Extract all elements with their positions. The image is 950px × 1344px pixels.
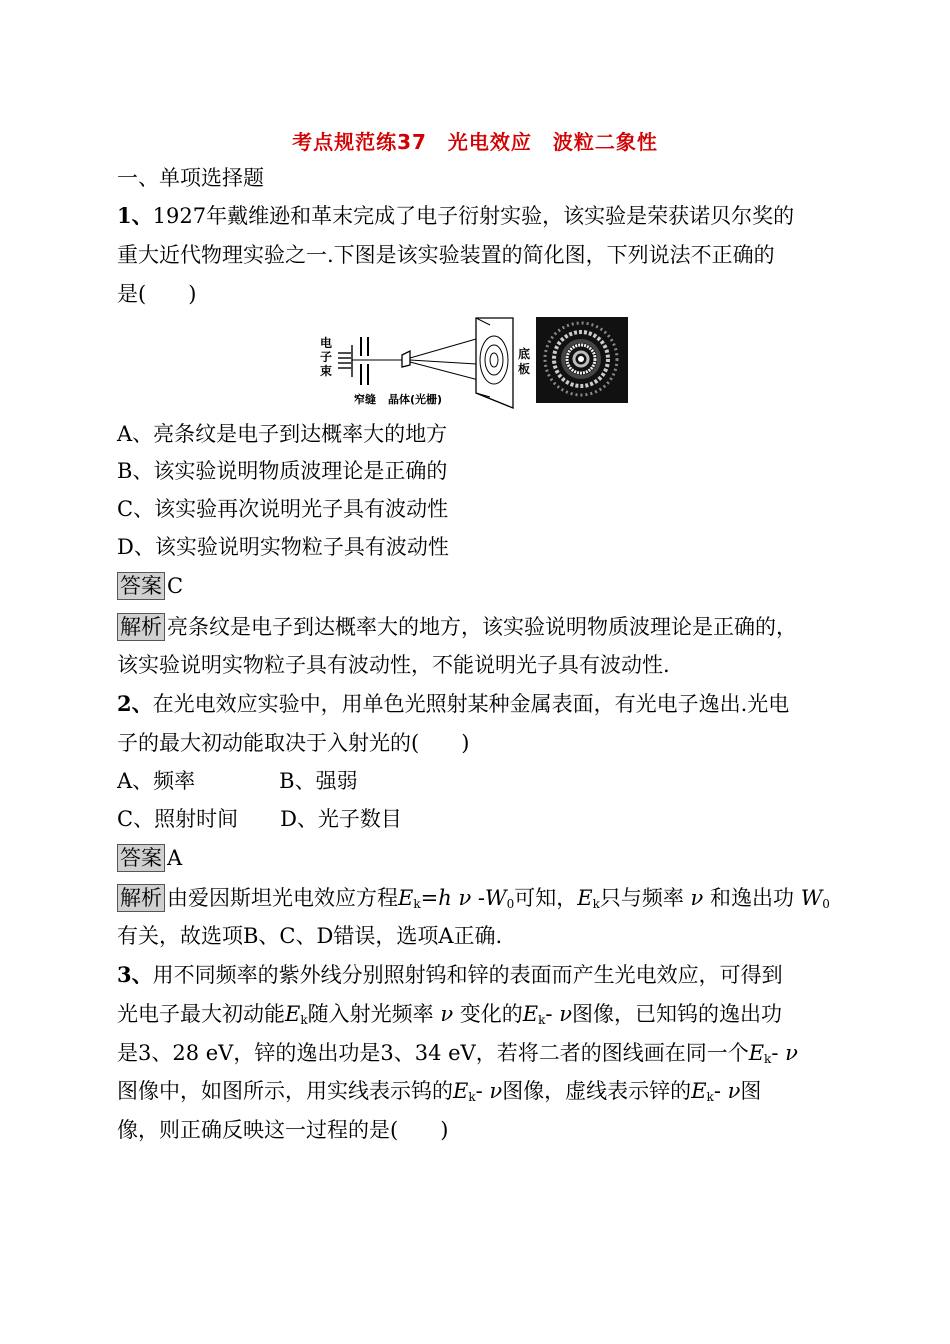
q1-analysis-text-1: 亮条纹是电子到达概率大的地方，该实验说明物质波理论是正确的， (167, 615, 797, 639)
section-heading: 一、单项选择题 (117, 166, 264, 190)
apparatus-diagram (318, 315, 630, 410)
q2-options-cd: C、照射时间 D、光子数目 (117, 807, 402, 831)
q1-answer: C (167, 574, 184, 598)
q3-stem-line-2: 光电子最大初动能$E_k$随入射光频率 ν 变化的$E_k-$ ν图像，已知钨的逸出功 (117, 1002, 782, 1027)
answer-tag: 答案 (117, 844, 165, 872)
q3-stem-line-4: 图像中，如图所示，用实线表示钨的$E_k-$ ν图像，虚线表示锌的$E_k-$ ν图 (117, 1079, 762, 1104)
q3-stem-line-3: 是3、28 eV，锌的逸出功是3、34 eV，若将二者的图线画在同一个$E_k-$ ν (117, 1041, 798, 1066)
q2-stem-line-2: 子的最大初动能取决于入射光的( ) (117, 731, 470, 755)
q1-option-d: D、该实验说明实物粒子具有波动性 (117, 535, 449, 559)
label-beam-3: 束 (320, 364, 333, 378)
label-slit: 窄缝 (354, 393, 376, 406)
q1-stem-line-3: 是( ) (117, 282, 197, 306)
q1-analysis-line-2: 该实验说明实物粒子具有波动性，不能说明光子具有波动性. (117, 653, 670, 677)
label-plate-1: 底 (518, 347, 531, 361)
q3-stem-line-1 (117, 961, 783, 989)
q3-number: 3、 (117, 962, 153, 987)
q2-analysis-line-2: 有关，故选项B、C、D错误，选项A正确. (117, 924, 503, 948)
electron-gun (338, 345, 352, 377)
label-beam-1: 电 (320, 336, 333, 350)
q1-answer-row (117, 572, 183, 600)
q2-stem-text-1: 在光电效应实验中，用单色光照射某种金属表面，有光电子逸出.光电 (152, 692, 790, 716)
crystal (402, 351, 410, 367)
q3-stem-line-5: 像，则正确反映这一过程的是( ) (117, 1118, 449, 1142)
label-plate-2: 板 (518, 362, 531, 376)
q2-number: 2、 (117, 691, 153, 716)
q2-analysis-line-1: 解析 由爱因斯坦光电效应方程$E_k=h$ ν $-W_0$可知，$E_k$只与频率 ν 和逸出功 $W_0$ (117, 884, 830, 918)
q1-stem-text-1: 1927年戴维逊和革末完成了电子衍射实验，该实验是荣获诺贝尔奖的 (152, 204, 795, 228)
q1-stem-line-1 (117, 202, 794, 230)
slit-plates (361, 337, 368, 385)
q1-analysis-line-1 (117, 613, 797, 641)
analysis-tag: 解析 (117, 613, 165, 641)
label-crystal: 晶体(光栅) (388, 393, 443, 406)
page-title: 考点规范练37 光电效应 波粒二象性 (292, 130, 658, 154)
electron-diffraction-figure (318, 315, 630, 410)
label-beam-2: 子 (320, 350, 333, 364)
q1-number: 1、 (117, 203, 153, 228)
q1-option-c: C、该实验再次说明光子具有波动性 (117, 497, 449, 521)
analysis-tag: 解析 (117, 884, 165, 912)
q1-stem-line-2: 重大近代物理实验之一.下图是该实验装置的简化图，下列说法不正确的 (117, 243, 775, 267)
q2-answer-row (117, 844, 182, 872)
q1-option-b: B、该实验说明物质波理论是正确的 (117, 459, 448, 483)
q1-option-a: A、亮条纹是电子到达概率大的地方 (117, 422, 448, 446)
answer-tag: 答案 (117, 572, 165, 600)
q3-stem-text-1: 用不同频率的紫外线分别照射钨和锌的表面而产生光电效应，可得到 (152, 963, 783, 987)
q2-answer: A (167, 846, 183, 870)
q2-stem-line-1 (117, 690, 789, 718)
q2-options-ab: A、频率 B、强弱 (117, 769, 358, 793)
